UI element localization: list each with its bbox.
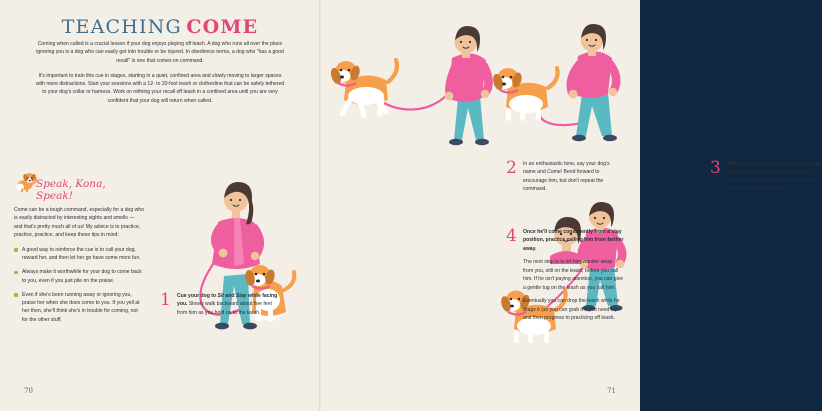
step-2 — [506, 160, 616, 194]
intro-paragraph-1: Coming when called is a crucial lesson if your dog enjoys playing off leash. A dog who runs all over the place ignoring you is a dog who can easily get into trouble or be injured. In obedience terms, a dog who "has a good recall" is one that comes on command. — [36, 41, 284, 64]
sidebar-intro: Come can be a tough command, especially for a dog who is easily distracted by interesting sights and smells — and that's pretty much all of us! My advice is to practice, practice, practice, and keep these tips in mind: — [14, 207, 144, 239]
step-4-number: 4 — [506, 226, 517, 246]
step-1-text: Cue your dog to Sit and Stay while facing you. Slowly walk backward about five feet from him as you hold on to the leash. — [177, 293, 278, 316]
page-title-part2: COME — [186, 16, 259, 38]
intro-text — [34, 40, 286, 105]
sidebar-bullet-list — [14, 246, 144, 324]
list-item: Even if she's been running away or ignoring you, praise her when she does come to you. If you yell at her then, she'll think she's in trouble for coming, not for the other stuff. — [14, 291, 144, 324]
sidebar-heading: Speak, Kona, Speak! — [36, 178, 106, 202]
list-item: Always make it worthwhile for your dog to come back to you, even if you just pile on the praise. — [14, 268, 144, 285]
step1-illustration — [150, 168, 320, 358]
step-2-number: 2 — [506, 158, 517, 178]
step-4-text: Once he'll come consistently from a stay position, practice calling him from farther away. The next step is to let him wander away from you, still on the leash, before you call him. If he isn't paying attention, you can give a gentle tug on the leash as you call him. Eventually you can drop the leash while he drags it (so you can grab it if you need to) and then progress to practicing off leash. — [523, 229, 624, 322]
right-page — [320, 0, 822, 411]
step2-illustration — [328, 22, 508, 152]
step-4-paragraph-2: Eventually you can drop the leash while he drags it (so you can grab it if you need to) and then progress to practicing off leash. — [523, 298, 620, 322]
list-item: A good way to reinforce the cue is to call your dog, reward her, and then let her go have some more fun. — [14, 246, 144, 263]
step-4-paragraph-1: The next step is to let him wander away from you, still on the leash, before you call him. If he isn't paying attention, you can give a gentle tug on the leash as you call him. — [523, 259, 624, 291]
page-number-left: 70 — [24, 387, 33, 395]
left-page — [0, 0, 320, 411]
sidebar-speak-box — [14, 178, 144, 330]
intro-paragraph-2: It's important to train this cue in stages, starting in a quiet, confined area and slowly moving to larger spaces with more distractions. Start your sessions with a 12- to 20-foot leash or clothesline that can be safely tethered to your dog's collar or harness. Work on refining your recall off leash in a confined area until you are very confident that your dog will return when called. — [35, 72, 285, 104]
step-4 — [506, 228, 624, 328]
step-3 — [710, 160, 822, 194]
step-2-text: In an enthusiastic tone, say your dog's name and Come! Bend forward to encourage him, but don't repeat the command. — [523, 161, 610, 193]
page-title — [0, 16, 320, 38]
step-1 — [160, 292, 280, 317]
step-3-number: 3 — [710, 158, 721, 178]
step-3-text: When he reaches you, say Good come! and hand him a treat. Practice in short sessions until he understands that Come means to head right to you. — [727, 161, 822, 193]
page-number-right: 71 — [607, 387, 616, 395]
step-1-number: 1 — [160, 290, 171, 310]
book-gutter — [319, 0, 321, 411]
step3-illustration — [488, 26, 638, 154]
page-title-part1: TEACHING — [61, 16, 182, 38]
